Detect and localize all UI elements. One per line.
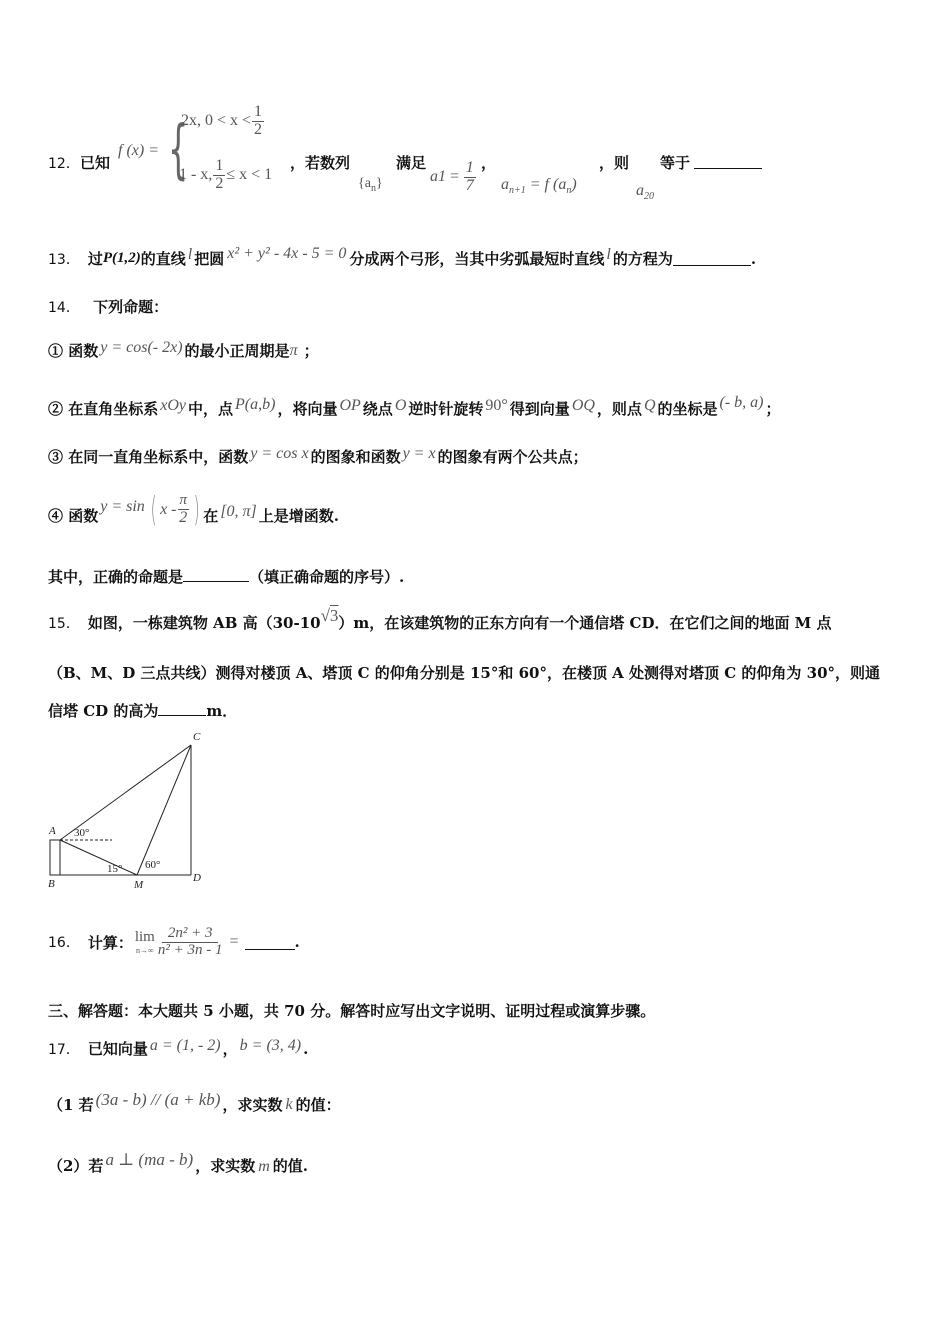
q12-function-name: f (x) = <box>118 142 159 159</box>
q15-line-3a: 信塔 CD 的高为 <box>48 702 159 720</box>
q13-text-3: 把圆 <box>194 250 225 268</box>
q14-item-2-point: P(a,b) <box>235 395 276 413</box>
q17-part-2-end: 的值. <box>272 1156 308 1175</box>
q14-item-4-lead: ④ 函数 <box>48 506 99 525</box>
q14-item-3-t2: 的图象有两个公共点； <box>437 448 588 466</box>
q12-a1-condition <box>430 160 477 195</box>
q14-item-1-pi: π <box>289 341 298 359</box>
q14-item-4 <box>48 490 339 530</box>
q16-fraction <box>158 926 223 959</box>
q12-case-2-text-a: 1 - x, <box>179 166 213 184</box>
q13-line-l: l <box>187 245 193 263</box>
q14-item-4-pi: π <box>179 492 188 509</box>
q14-item-2-t3: 绕点 <box>362 400 393 418</box>
q16-number: 16． <box>48 935 80 951</box>
q14-item-1-tail: 的最小正周期是 <box>184 342 290 360</box>
q16-limit <box>135 929 155 955</box>
q14-item-4-lparen: ( <box>150 490 157 530</box>
label-m: M <box>134 879 144 891</box>
q14-item-1-expr: y = cos(- 2x) <box>100 338 183 356</box>
q12-seq-close: } <box>375 176 383 191</box>
q12-number: 12． <box>48 156 80 172</box>
q14-item-3-lead: ③ 在同一直角坐标系中，函数 <box>48 448 249 466</box>
q16-answer-blank <box>245 935 295 950</box>
q12-rec-rhs-sub: n <box>566 185 572 197</box>
line-am <box>60 840 137 875</box>
q13-text-1: 过 <box>87 250 103 268</box>
q15-line-1a: 如图，一栋建筑物 AB 高（30-10 <box>87 614 321 632</box>
q12-equals: 等于 <box>660 154 691 172</box>
q12-case-2-text-b: ≤ x < 1 <box>226 166 273 184</box>
q17-part-2-text: ，求实数 <box>195 1156 256 1175</box>
q15-line-3b: m． <box>206 702 238 720</box>
q12-seq-sub: n <box>370 182 376 194</box>
q12-a1-num: 1 <box>465 159 474 176</box>
q16-denominator: n² + 3n - 1 <box>157 941 223 958</box>
q14-item-2-t1: 中，点 <box>188 400 234 418</box>
q14-item-2-o: O <box>394 396 407 414</box>
q15-line-2: （B、M、D 三点共线）测得对楼顶 A、塔顶 C 的仰角分别是 15°和 60°，在楼顶 A 处测得对塔顶 C 的仰角为 30°，则通 <box>48 664 881 682</box>
q12-seq-a: {a <box>358 176 371 191</box>
q15-root: 3 <box>329 605 339 625</box>
q12-prefix: 已知 <box>80 154 111 172</box>
q12-case-1 <box>181 104 265 139</box>
q12-sequence <box>358 176 383 194</box>
q12-text-mid1: ，若数列 <box>290 154 351 172</box>
q16-end: . <box>294 933 300 951</box>
q17-part-2-m: m <box>258 1158 270 1175</box>
q14-item-2-t2: ，将向量 <box>277 400 338 418</box>
q12-case-1-den: 2 <box>254 120 263 138</box>
q15-sqrt: √3 <box>320 605 339 625</box>
q13-text-5: 的方程为 <box>612 250 673 268</box>
q12-a20 <box>636 182 654 202</box>
q14-item-4-expr: y = sin <box>100 498 145 515</box>
q15-line-3 <box>48 700 237 721</box>
q17-vector-b: b = (3, 4) <box>239 1036 302 1054</box>
q13-line-l-2: l <box>606 245 611 263</box>
q17-part-2 <box>48 1150 308 1176</box>
q17-part-1 <box>48 1089 341 1115</box>
q14-item-2-lead: ② 在直角坐标系 <box>48 400 159 418</box>
q12-piecewise-brace: { <box>168 113 189 187</box>
q14-item-2-t7: 的坐标是 <box>657 400 718 418</box>
q14-item-4-two: 2 <box>179 508 188 526</box>
q14-item-2-xoy: xOy <box>160 396 186 414</box>
q14-item-4-interval: [0, π] <box>220 503 257 520</box>
q15-line-1b: ）m，在该建筑物的正东方向有一个通信塔 CD．在它们之间的地面 M 点 <box>338 614 832 632</box>
q13-text-4: 分成两个弓形，当其中劣弧最短时直线 <box>349 250 605 268</box>
q12-case-1-text: 2x, 0 < x < <box>181 112 252 130</box>
angle-30: 30° <box>74 827 90 839</box>
q12-case-2 <box>179 158 272 193</box>
q17-part-1-expr: (3a - b) // (a + kb) <box>95 1089 221 1109</box>
q13-point: P(1,2) <box>102 250 141 266</box>
q13-text-2: 的直线 <box>140 250 186 268</box>
q14-item-1-end: ； <box>303 342 319 360</box>
q12-a1-eq: = <box>449 168 460 186</box>
q17-end: . <box>303 1039 309 1058</box>
q14-item-2-op: OP <box>339 396 361 414</box>
q14-answer-blank <box>183 569 249 582</box>
q14-item-1-lead: ① 函数 <box>48 342 99 360</box>
q16-equals: = <box>229 933 239 950</box>
q14-item-2-t4: 逆时针旋转 <box>408 400 484 418</box>
q12-a1-den: 7 <box>465 176 474 194</box>
q12-case-1-num: 1 <box>254 103 263 120</box>
q14-item-3-expr-1: y = cos x <box>250 444 309 462</box>
angle-15: 15° <box>107 863 123 875</box>
q14-title: 下列命题： <box>93 298 169 316</box>
q12-answer-blank <box>694 168 762 169</box>
q13-answer-blank <box>673 251 751 266</box>
q17-comma: ， <box>222 1040 238 1058</box>
label-a: A <box>49 825 56 837</box>
section-3-heading: 三、解答题：本大题共 5 小题，共 70 分。解答时应写出文字说明、证明过程或演算步骤。 <box>48 1002 656 1020</box>
q15-answer-blank <box>158 703 206 716</box>
question-13 <box>48 244 757 269</box>
q12-a1-sub: 1 <box>438 168 446 186</box>
q12-recurrence <box>501 176 577 196</box>
label-d: D <box>193 872 201 884</box>
q12-a1: a <box>430 168 438 186</box>
q17-number: 17． <box>48 1041 80 1058</box>
q14-item-4-t1: 在 <box>203 506 219 525</box>
label-b: B <box>48 878 55 890</box>
building-ab <box>50 840 60 875</box>
q14-item-4-frac <box>178 493 190 527</box>
q14-item-1 <box>48 340 319 361</box>
q12-case-2-num: 1 <box>215 157 224 174</box>
q12-rec-a: a <box>501 176 509 193</box>
q15-line-1 <box>48 605 832 633</box>
q14-item-2-t5: 得到向量 <box>509 400 570 418</box>
q14-item-2-end: ； <box>765 400 781 418</box>
label-c: C <box>193 731 201 743</box>
q13-end: . <box>750 249 757 268</box>
q14-item-2-q: Q <box>643 396 656 414</box>
q13-circle-equation: x² + y² - 4x - 5 = 0 <box>227 244 347 262</box>
q14-item-3-expr-2: y = x <box>402 444 436 462</box>
q14-item-4-rparen: ) <box>193 490 200 530</box>
q12-comma: ， <box>481 154 497 172</box>
q14-item-2-oq: OQ <box>571 396 595 414</box>
angle-60: 60° <box>145 859 161 871</box>
q17-part-1-text: ，求实数 <box>222 1096 283 1114</box>
q14-number: 14． <box>48 300 80 316</box>
q12-rec-sub: n+1 <box>509 185 526 197</box>
q14-item-3 <box>48 446 588 467</box>
q17-part-1-k: k <box>285 1095 293 1113</box>
q12-text-mid2: 满足 <box>396 154 427 172</box>
q12-a20-sub: 20 <box>644 191 654 203</box>
q14-item-4-t2: 上是增函数. <box>258 506 340 525</box>
q12-a20-a: a <box>636 182 644 199</box>
q14-conclusion <box>48 566 404 587</box>
question-17 <box>48 1038 308 1059</box>
q14-item-2-t6: ，则点 <box>596 400 642 418</box>
q12-then: ，则 <box>599 154 630 172</box>
q16-numerator: 2n² + 3 <box>162 926 219 943</box>
q17-part-1-lead: （1 若 <box>48 1096 94 1114</box>
q12-rec-rhs: = f (a <box>529 176 567 193</box>
q17-vector-a: a = (1, - 2) <box>149 1036 221 1054</box>
q14-item-2-coord: (- b, a) <box>719 393 764 411</box>
q12-rec-close: ) <box>571 176 577 193</box>
question-16 <box>48 920 300 964</box>
q14-item-2 <box>48 393 781 419</box>
q17-part-1-end: 的值： <box>295 1096 341 1114</box>
q12-case-2-den: 2 <box>215 174 224 192</box>
q16-lim-sub: n→∞ <box>136 946 154 955</box>
q14-item-2-deg: 90° <box>485 396 508 414</box>
question-14-title <box>48 296 168 317</box>
q14-item-3-t1: 的图象和函数 <box>310 448 401 466</box>
q16-lim: lim <box>134 929 155 945</box>
q17-part-2-lead: （2）若 <box>48 1156 104 1175</box>
q15-number: 15． <box>48 615 80 632</box>
q17-part-2-expr: a ⊥ (ma - b) <box>105 1150 194 1169</box>
q13-number: 13． <box>48 251 80 268</box>
q14-conclusion-a: 其中，正确的命题是 <box>48 568 184 586</box>
q14-conclusion-b: （填正确命题的序号）. <box>249 568 405 586</box>
q15-figure <box>44 728 224 894</box>
q16-label: 计算： <box>87 933 133 952</box>
q17-text-1: 已知向量 <box>87 1040 148 1058</box>
q14-item-4-x: x - <box>160 501 177 518</box>
